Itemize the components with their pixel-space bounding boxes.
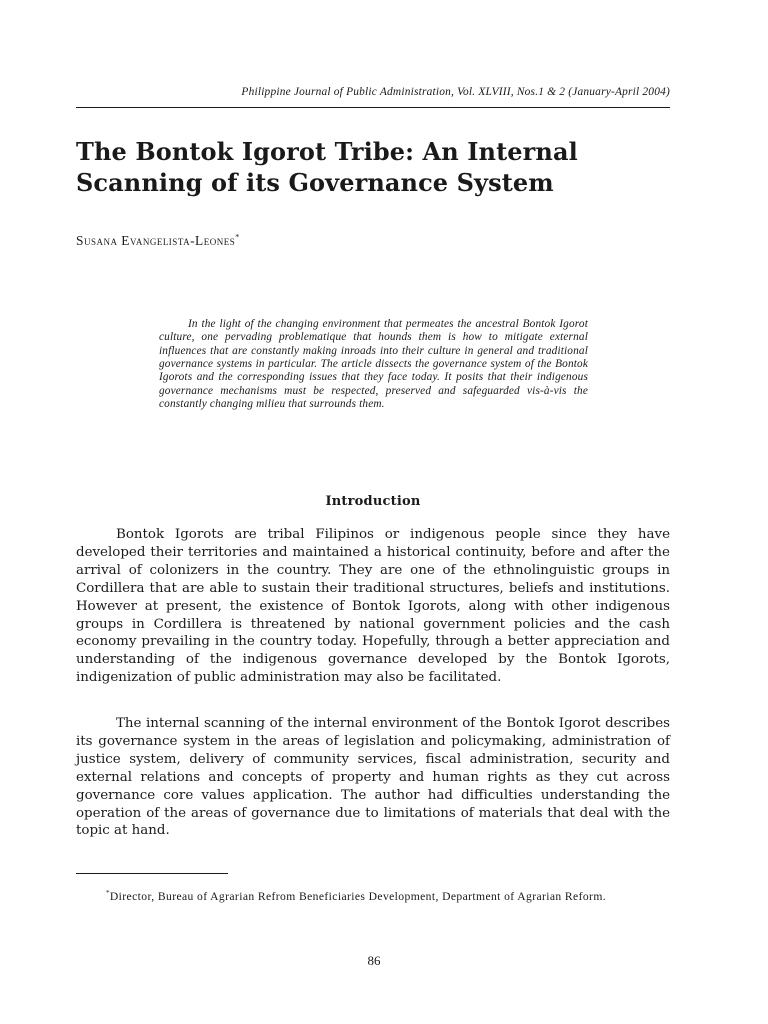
header-rule: [76, 107, 670, 108]
footnote: [76, 889, 670, 904]
footnote-text: Director, Bureau of Agrarian Refrom Beneficiaries Development, Department of Agrarian Reform.: [109, 890, 607, 903]
page-number: 86: [367, 953, 381, 968]
body-paragraph-1: Bontok Igorots are tribal Filipinos or indigenous people since they have developed their territories and maintained a historical continuity, before and after the arrival of colonizers in the country. They are one of the ethnolinguistic groups in Cordillera that are able to sustain their traditional structures, beliefs and institutions. However at present, the existence of Bontok Igorots, along with other indigenous groups in Cordillera is threatened by national government policies and the cash economy prevailing in the country today. Hopefully, through a better appreciation and understanding of the indigenous governance developed by the Bontok Igorots, indigenization of public administration may also be facilitated.: [76, 527, 670, 686]
article-title-line-1: The Bontok Igorot Tribe: An Internal: [76, 137, 578, 166]
author-name: Susana Evangelista-Leones: [76, 233, 236, 248]
article-title-line-2: Scanning of its Governance System: [76, 168, 554, 197]
abstract: In the light of the changing environment that permeates the ancestral Bontok Igorot culture, one pervading problematique that hounds them is how to mitigate external influences that are constantly making inroads into their culture in general and traditional governance systems in particular. The article dissects the governance system of the Bontok Igorots and the corresponding issues that they face today. It posits that their indigenous governance mechanisms must be respected, preserved and safeguarded vis-à-vis the constantly changing milieu that surrounds them.: [159, 318, 588, 411]
running-head: Philippine Journal of Public Administration, Vol. XLVIII, Nos.1 & 2 (January-April 2004): [241, 86, 670, 98]
article-title: [76, 136, 696, 198]
footnote-rule: [76, 873, 228, 874]
body-paragraph-2: The internal scanning of the internal environment of the Bontok Igorot describes its governance system in the areas of legislation and policymaking, administration of justice system, delivery of community services, fiscal administration, security and external relations and concepts of property and human rights as they cut across governance core values application. The author had difficulties understanding the operation of the areas of governance due to limitations of materials that deal with the topic at hand.: [76, 716, 670, 839]
section-heading-introduction: Introduction: [325, 494, 421, 509]
footnote-mark: *: [106, 889, 110, 898]
author-footnote-mark: *: [235, 232, 240, 242]
author-byline: [76, 233, 240, 249]
